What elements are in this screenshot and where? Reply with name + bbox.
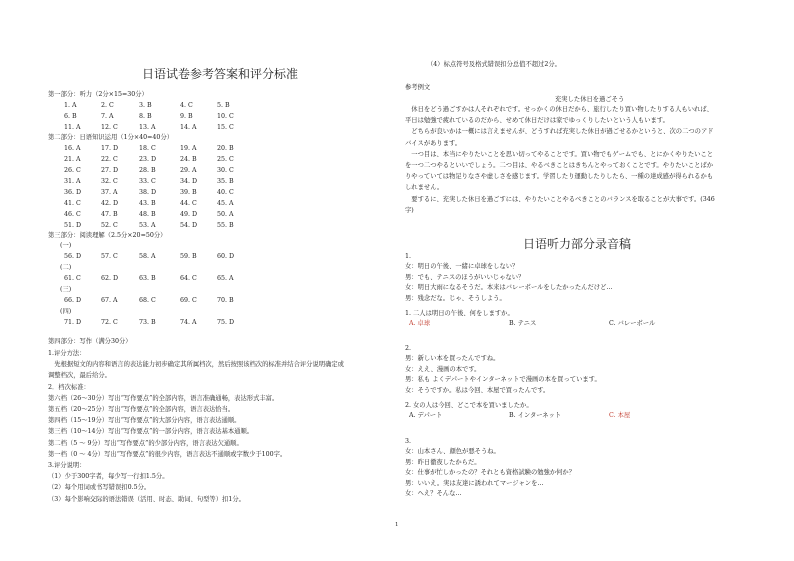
answer-item: 35. B xyxy=(217,178,234,185)
answer-item: 46. C xyxy=(64,211,81,218)
group-label: (二) xyxy=(60,264,72,271)
essay-line: を一つ二つやるといいでしょう。二つ目は、やるべきことはきちんとやっておくことです。やりたいことばか xyxy=(405,162,714,169)
answer-item: 26. C xyxy=(64,167,81,174)
criteria-line: 2．档次标准： xyxy=(48,383,90,391)
answer-item: 70. B xyxy=(217,297,234,304)
answer-item: 13. A xyxy=(139,124,156,131)
answer-item: 7. A xyxy=(101,113,114,120)
answer-item: 51. D xyxy=(64,222,82,229)
answer-item: 73. B xyxy=(139,319,156,326)
answer-item: 74. A xyxy=(180,319,197,326)
answer-item: 10. C xyxy=(217,113,234,120)
answer-option: A. 卓球 xyxy=(409,320,431,327)
answer-item: 27. D xyxy=(101,167,119,174)
essay-line: 一つ目は、本当にやりたいことを思い切ってやることです。買い物でもゲームでも、とにかくやりたいこと xyxy=(405,150,714,158)
punctuation-rule: （4）标点符号及格式错误扣分总值不超过2分。 xyxy=(427,61,561,68)
answer-key-title: 日语试卷参考答案和评分标准 xyxy=(142,67,299,81)
question-text: 2. 女の人は今回、どこで本を買いましたか。 xyxy=(405,402,533,409)
part4-heading: 第四部分：写作（满分30分） xyxy=(48,338,132,345)
criteria-line: 第五档（20～25分）写出“写作要点”的全部内容，语言表达恰当。 xyxy=(48,406,235,413)
essay-line: 要するに、充実した休日を過ごすには、やりたいことやるべきことのバランスを取ることが大事です。(346 xyxy=(405,195,715,203)
criteria-line: 第三档（10～14分）写出“写作要点”的一部分内容，语言表达基本通顺。 xyxy=(48,428,254,436)
criteria-line: 第六档（26～30分）写出“写作要点”的全部内容，语言准确通畅，表达形式丰富。 xyxy=(48,394,279,402)
dialogue-line: 女：そうですか。私は今回、本屋で買ったんです。 xyxy=(405,386,550,394)
criteria-line: （1）少于300字者，每少写一行扣1.5分。 xyxy=(48,473,169,481)
answer-item: 64. C xyxy=(180,275,197,282)
answer-item: 71. D xyxy=(64,319,82,326)
criteria-line: 第一档（0 ～ 4分）写出“写作要点”的很少内容，语言表达不通顺或字数少于100字。 xyxy=(48,450,287,458)
answer-item: 59. B xyxy=(180,253,197,260)
answer-item: 38. D xyxy=(139,189,157,196)
answer-item: 36. D xyxy=(64,189,82,196)
part2-heading: 第二部分：日语知识运用（1分×40=40分） xyxy=(48,134,174,141)
answer-item: 61. C xyxy=(64,275,81,282)
criteria-line: 3.评分说明： xyxy=(48,462,86,469)
answer-item: 42. D xyxy=(101,200,119,207)
criteria-line: 1.评分方法： xyxy=(48,350,86,357)
answer-item: 33. C xyxy=(139,178,156,185)
criteria-line: （2）每个用词或书写错误扣0.5分。 xyxy=(48,484,151,492)
group-label: (三) xyxy=(60,286,72,293)
answer-item: 5. B xyxy=(217,102,230,109)
example-label: 参考例文 xyxy=(405,84,431,91)
answer-option: C. 本屋 xyxy=(609,412,631,419)
essay-line: 休日をどう過ごすかは人それぞれです。せっかくの休日だから、旅行したり買い物したりする人もいれば、 xyxy=(405,106,713,113)
answer-item: 47. B xyxy=(101,211,118,218)
dialogue-line: 女：仕事が忙しかったの？それとも資格試験の勉強か何か？ xyxy=(405,469,576,476)
answer-item: 25. C xyxy=(217,156,234,163)
answer-item: 65. A xyxy=(217,275,234,282)
answer-item: 17. D xyxy=(101,145,119,152)
question-number: 3. xyxy=(405,438,412,445)
part1-heading: 第一部分：听力（2分×15=30分） xyxy=(48,91,148,98)
listening-title: 日语听力部分录音稿 xyxy=(523,237,632,251)
essay-line: 字) xyxy=(405,206,414,214)
answer-item: 12. C xyxy=(101,124,118,131)
answer-item: 16. A xyxy=(64,145,81,152)
answer-item: 14. A xyxy=(180,124,197,131)
answer-item: 1. A xyxy=(64,102,77,109)
answer-item: 52. C xyxy=(101,222,118,229)
answer-item: 34. D xyxy=(180,178,198,185)
answer-item: 44. C xyxy=(180,200,197,207)
dialogue-line: 男：でも、テニスのほうがいいじゃない？ xyxy=(405,273,525,281)
answer-option: B. インターネット xyxy=(509,412,562,419)
answer-item: 60. D xyxy=(217,253,235,260)
dialogue-line: 女：へえ？そんな… xyxy=(405,490,462,497)
answer-item: 24. B xyxy=(180,156,197,163)
question-number: 2. xyxy=(405,345,412,352)
answer-item: 58. A xyxy=(139,253,156,260)
answer-item: 66. D xyxy=(64,297,82,304)
answer-item: 32. C xyxy=(101,178,118,185)
answer-item: 40. C xyxy=(217,189,234,196)
answer-item: 22. C xyxy=(101,156,118,163)
dialogue-line: 女：山本さん、顔色が悪そうね。 xyxy=(405,448,500,455)
criteria-line: 调整档次，最后给分。 xyxy=(48,372,111,380)
essay-title: 充実した休日を過ごそう xyxy=(555,96,625,103)
answer-item: 28. B xyxy=(139,167,156,174)
group-label: (一) xyxy=(60,242,72,249)
answer-item: 9. B xyxy=(180,113,193,120)
answer-item: 20. B xyxy=(217,145,234,152)
answer-item: 21. A xyxy=(64,156,81,163)
answer-option: A. デパート xyxy=(409,412,443,419)
criteria-line: （3）每个影响交际的语法错误（活用、时态、助词、句型等）扣1分。 xyxy=(48,495,245,503)
answer-item: 57. C xyxy=(101,253,118,260)
answer-option: C. バレーボール xyxy=(609,320,656,327)
answer-item: 23. D xyxy=(139,156,157,163)
essay-line: バイスがあります。 xyxy=(405,139,462,147)
answer-item: 4. C xyxy=(180,102,193,109)
criteria-line: 第二档（5 ～ 9分）写出“写作要点”的少部分内容，语言表达欠通顺。 xyxy=(48,439,243,447)
page-number: 1 xyxy=(395,522,399,528)
dialogue-line: 男：私も よくデパートやインターネットで漫画の本を買っています。 xyxy=(405,376,601,383)
answer-item: 41. C xyxy=(64,200,81,207)
essay-line: どちらが良いかは一概には言えませんが、どうすれば充実した休日が過ごせるかというと、次の二つのアド xyxy=(405,128,714,136)
answer-item: 67. A xyxy=(101,297,118,304)
answer-item: 50. A xyxy=(217,211,234,218)
answer-item: 11. A xyxy=(64,124,81,131)
dialogue-line: 女：ええ、漫画の本です。 xyxy=(405,365,481,373)
dialogue-line: 男：新しい本を買ったんですね。 xyxy=(405,355,500,362)
answer-item: 6. B xyxy=(64,113,77,120)
answer-item: 55. B xyxy=(217,222,234,229)
question-number: 1. xyxy=(405,253,412,260)
answer-item: 54. D xyxy=(180,222,198,229)
answer-item: 37. A xyxy=(101,189,118,196)
answer-item: 68. C xyxy=(139,297,156,304)
answer-item: 53. A xyxy=(139,222,156,229)
answer-item: 62. D xyxy=(101,275,119,282)
answer-item: 19. A xyxy=(180,145,197,152)
criteria-line: 第四档（15～19分）写出“写作要点”的大部分内容，语言表达通顺。 xyxy=(48,417,241,425)
answer-item: 18. C xyxy=(139,145,156,152)
answer-item: 29. A xyxy=(180,167,197,174)
answer-item: 15. C xyxy=(217,124,234,131)
answer-item: 8. B xyxy=(139,113,152,120)
answer-item: 39. B xyxy=(180,189,197,196)
answer-item: 75. D xyxy=(217,319,235,326)
answer-option: B. テニス xyxy=(509,320,537,327)
answer-item: 30. C xyxy=(217,167,234,174)
criteria-line: 先根据短文的内容和语言的表达能力初步确定其所属档次，然后按照该档次的标准并结合评分说明确定或 xyxy=(48,361,344,369)
dialogue-line: 女：明日大雨になるそうだ。本来はバレーボールをしたかったんだけど… xyxy=(405,284,613,291)
essay-line: しれません。 xyxy=(405,184,444,192)
dialogue-line: 女：明日の午後、一緒に卓球をしない？ xyxy=(405,263,519,270)
group-label: (四) xyxy=(60,308,72,315)
answer-item: 2. C xyxy=(101,102,114,109)
essay-line: 平日は勉強で疲れているのだから、せめて休日だけは家でゆっくりしたいという人もいます。 xyxy=(405,117,669,125)
answer-item: 63. B xyxy=(139,275,156,282)
answer-item: 31. A xyxy=(64,178,81,185)
answer-item: 48. B xyxy=(139,211,156,218)
answer-item: 43. B xyxy=(139,200,156,207)
part3-heading: 第三部分：阅读理解（2.5分×20=50分） xyxy=(48,232,167,239)
question-text: 1. 二人は明日の午後、何をしますか。 xyxy=(405,310,514,317)
essay-line: りやっていては物足りなさや虚しさを感じます。学習したり運動したりしたら、一種の達成感が得られるかも xyxy=(405,173,714,181)
answer-item: 69. C xyxy=(180,297,197,304)
answer-item: 72. C xyxy=(101,319,118,326)
dialogue-line: 男：昨日徹夜したからだ。 xyxy=(405,458,481,466)
answer-item: 56. D xyxy=(64,253,82,260)
answer-item: 45. A xyxy=(217,200,234,207)
answer-item: 49. D xyxy=(180,211,198,218)
dialogue-line: 男：いいえ。実は友達に誘われてマージャンを… xyxy=(405,479,544,487)
answer-item: 3. B xyxy=(139,102,152,109)
dialogue-line: 男：残念だな。じゃ、そうしよう。 xyxy=(405,294,506,302)
